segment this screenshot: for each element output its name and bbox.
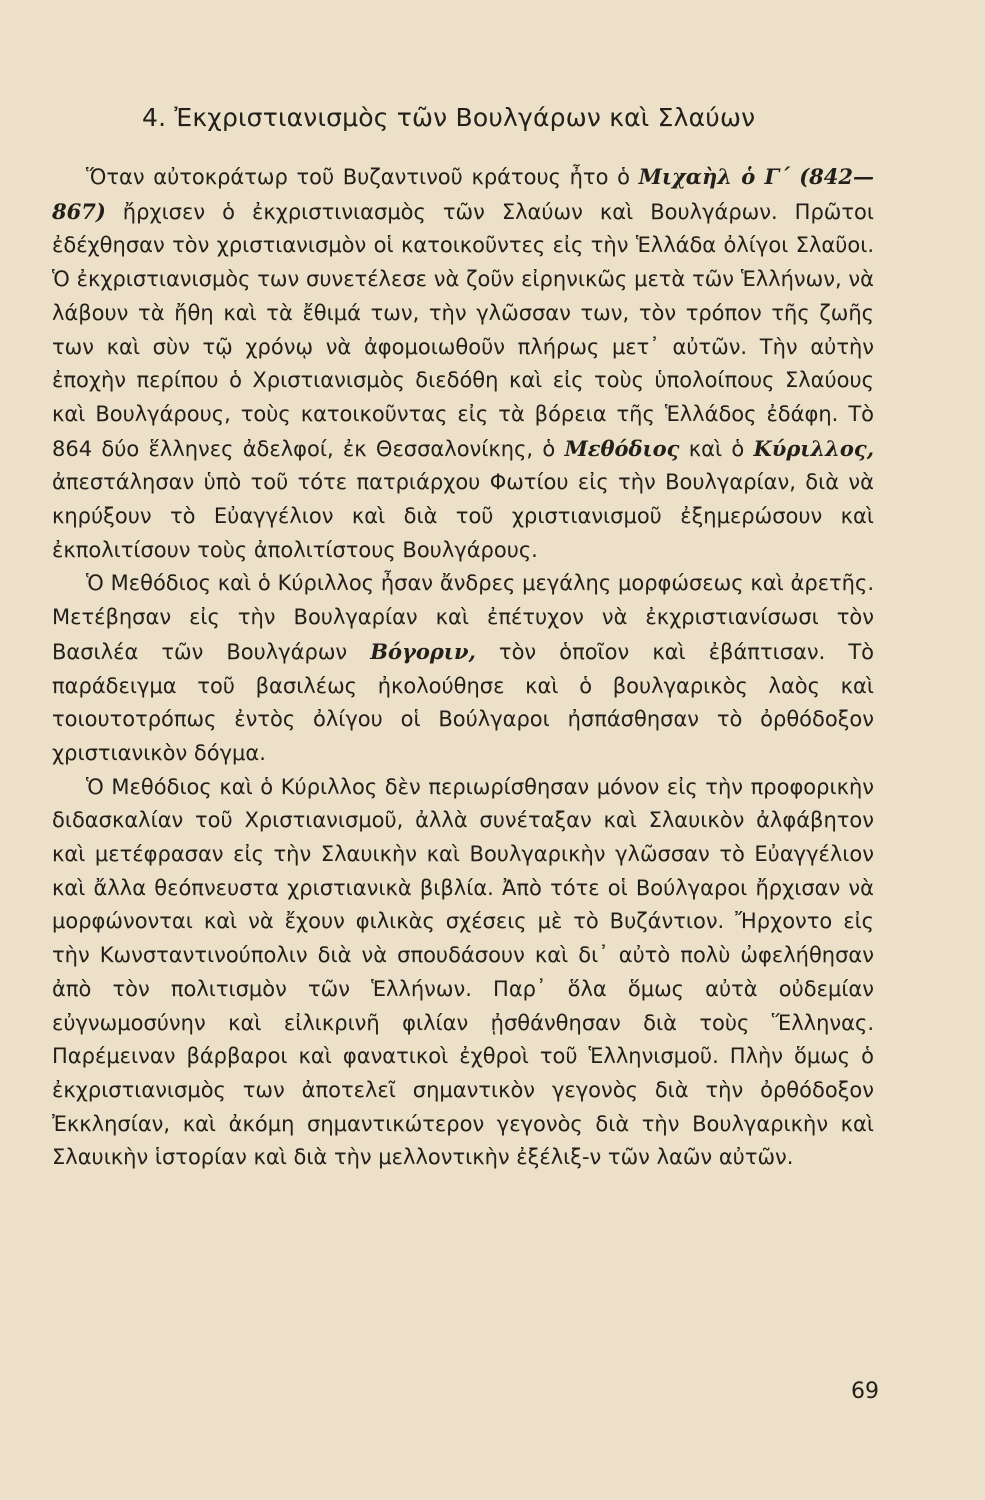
paragraph-1-text-1: Ὅταν αὐτοκράτωρ τοῦ Βυζαντινοῦ κράτους ἦτο ὁ xyxy=(86,165,639,189)
paragraph-3-text-1: Ὁ Μεθόδιος καὶ ὁ Κύριλλος δὲν περιωρίσθησαν μόνον εἰς τὴν προφορικὴν διδασκαλίαν τοῦ Χριστιανισμοῦ, ἀλλὰ συνέταξαν καὶ Σλαυικὸν ἀλφάβητον καὶ μετέφρασαν εἰς τὴν Σλαυικὴν καὶ Βουλγαρικὴν γλῶσσαν τὸ Εὐαγγέλιον καὶ ἄλλα θεόπνευστα χριστιανικὰ βιβλία. Ἀπὸ τότε οἱ Βούλγαροι ἤρχισαν νὰ μορφώνονται καὶ νὰ ἔχουν φιλικὰς σχέσεις μὲ τὸ Βυζάντιον. Ἤρχοντο εἰς τὴν Κωνσταντινούπολιν διὰ νὰ σπουδάσουν καὶ δι᾽ αὐτὸ πολὺ ὠφελήθησαν ἀπὸ τὸν πολιτισμὸν τῶν Ἑλλήνων. Παρ᾽ ὅλα ὅμως αὐτὰ οὐδεμίαν εὐγνωμοσύνην καὶ εἰλικρινῆ φιλίαν ᾐσθάνθησαν διὰ τοὺς Ἕλληνας. Παρέμειναν βάρβαροι καὶ φανατικοὶ ἐχθροὶ τοῦ Ἑλληνισμοῦ. Πλὴν ὅμως ὁ ἐκχριστιανισμὸς των ἀποτελεῖ σημαντικὸν γεγονὸς διὰ τὴν ὀρθόδοξον Ἐκκλησίαν, καὶ ἀκόμη σημαντικώτερον γεγονὸς διὰ τὴν Βουλγαρικὴν καὶ Σλαυικὴν ἱστορίαν καὶ διὰ τὴν μελλοντικὴν ἐξέλιξ-ν τῶν λαῶν αὐτῶν. xyxy=(52,774,874,1170)
paragraph-1-text-2: ἤρχισεν ὁ ἐκχριστινιασμὸς τῶν Σλαύων καὶ Βουλγάρων. Πρῶτοι ἐδέχθησαν τὸν χριστιανισμὸν οἱ κατοικοῦντες εἰς τὴν Ἑλλάδα ὀλίγοι Σλαῦοι. Ὁ ἐκχριστιανισμὸς των συνετέλεσε νὰ ζοῦν εἰρηνικῶς μετὰ τῶν Ἑλλήνων, νὰ λάβουν τὰ ἤθη καὶ τὰ ἔθιμά των, τὴν γλῶσσαν των, τὸν τρόπον τῆς ζωῆς των καὶ σὺν τῷ χρόνῳ νὰ ἀφομοιωθοῦν πλήρως μετ᾽ αὐτῶν. Τὴν αὐτὴν ἐποχὴν περίπου ὁ Χριστιανισμὸς διεδόθη καὶ εἰς τοὺς ὑπολοίπους Σλαύους καὶ Βουλγάρους, τοὺς κατοικοῦντας εἰς τὰ βόρεια τῆς Ἑλλάδος ἐδάφη. Τὸ 864 δύο ἕλληνες ἀδελφοί, ἐκ Θεσσαλονίκης, ὁ xyxy=(52,199,874,461)
paragraph-1-text-3: καὶ ὁ xyxy=(679,436,754,461)
paragraph-2 xyxy=(52,567,874,770)
page-number: 69 xyxy=(851,1379,879,1404)
methodius-name: Μεθόδιος xyxy=(564,435,680,461)
paragraph-1-text-4: ἀπεστάλησαν ὑπὸ τοῦ τότε πατριάρχου Φωτίου εἰς τὴν Βουλγαρίαν, διὰ νὰ κηρύξουν τὸ Εὐαγγέλιον καὶ διὰ τοῦ χριστιανισμοῦ ἐξημερώσουν καὶ ἐκπολιτίσουν τοὺς ἀπολιτίστους Βουλγάρους. xyxy=(52,470,874,562)
page-content xyxy=(52,98,874,1175)
paragraph-2-text-2: τὸν ὁποῖον καὶ ἐβάπτισαν. Τὸ παράδειγμα τοῦ βασιλέως ἠκολούθησε καὶ ὁ βουλγαρικὸς λαὸς καὶ τοιουτοτρόπως ἐντὸς ὀλίγου οἱ Βούλγαροι ἠσπάσθησαν τὸ ὀρθόδοξον χριστιανικὸν δόγμα. xyxy=(52,639,875,765)
paragraph-3 xyxy=(52,771,874,1175)
chapter-heading: 4. Ἐκχριστιανισμὸς τῶν Βουλγάρων καὶ Σλαύων xyxy=(142,103,756,132)
emperor-name: Μιχαὴλ ὁ Γ΄ (842—867) xyxy=(52,164,874,224)
paragraph-2-text-1: Ὁ Μεθόδιος καὶ ὁ Κύριλλος ἦσαν ἄνδρες μεγάλης μορφώσεως καὶ ἀρετῆς. Μετέβησαν εἰς τὴν Βουλγαρίαν καὶ ἐπέτυχον νὰ ἐκχριστιανίσωσι τὸν Βασιλέα τῶν Βουλγάρων xyxy=(52,571,874,664)
cyril-name: Κύριλλος, xyxy=(753,435,875,461)
paragraph-1 xyxy=(52,160,874,567)
boris-name: Βόγοριν, xyxy=(370,638,476,664)
